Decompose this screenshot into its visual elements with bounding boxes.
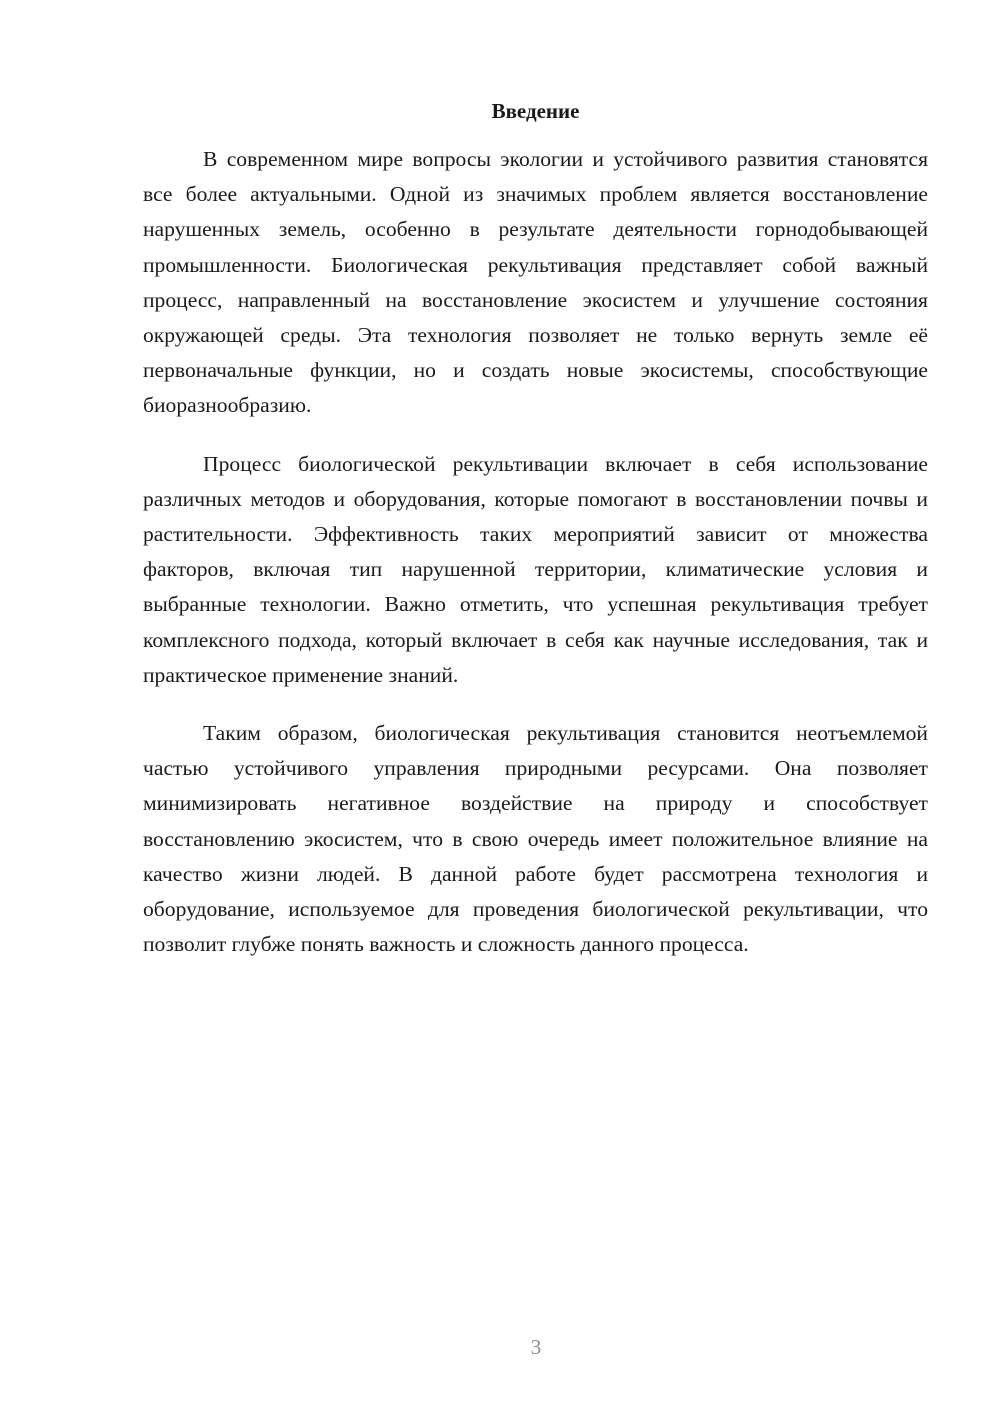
paragraph-3: Таким образом, биологическая рекультивация становится неотъемлемой частью устойчивого управления природными ресурсами. Она позволяет минимизировать негативное воздействие на природу и способствует восстановлению экосистем, что в свою очередь имеет положительное влияние на качество жизни людей. В данной работе будет рассмотрена технология и оборудование, используемое для проведения биологической рекультивации, что позволит глубже понять важность и сложность данного процесса.: [143, 721, 928, 957]
page-number: 3: [530, 1335, 542, 1359]
section-heading: Введение: [491, 99, 580, 123]
body-text: [143, 142, 928, 985]
paragraph-2: Процесс биологической рекультивации включает в себя использование различных методов и оборудования, которые помогают в восстановлении почвы и растительности. Эффективность таких мероприятий зависит от множества факторов, включая тип нарушенной территории, климатические условия и выбранные технологии. Важно отметить, что успешная рекультивация требует комплексного подхода, который включает в себя как научные исследования, так и практическое применение знаний.: [143, 451, 928, 687]
paragraph-1: В современном мире вопросы экологии и устойчивого развития становятся все более актуальными. Одной из значимых проблем является восстановление нарушенных земель, особенно в результате деятельности горнодобывающей промышленности. Биологическая рекультивация представляет собой важный процесс, направленный на восстановление экосистем и улучшение состояния окружающей среды. Эта технология позволяет не только вернуть земле её первоначальные функции, но и создать новые экосистемы, способствующие биоразнообразию.: [143, 147, 928, 418]
